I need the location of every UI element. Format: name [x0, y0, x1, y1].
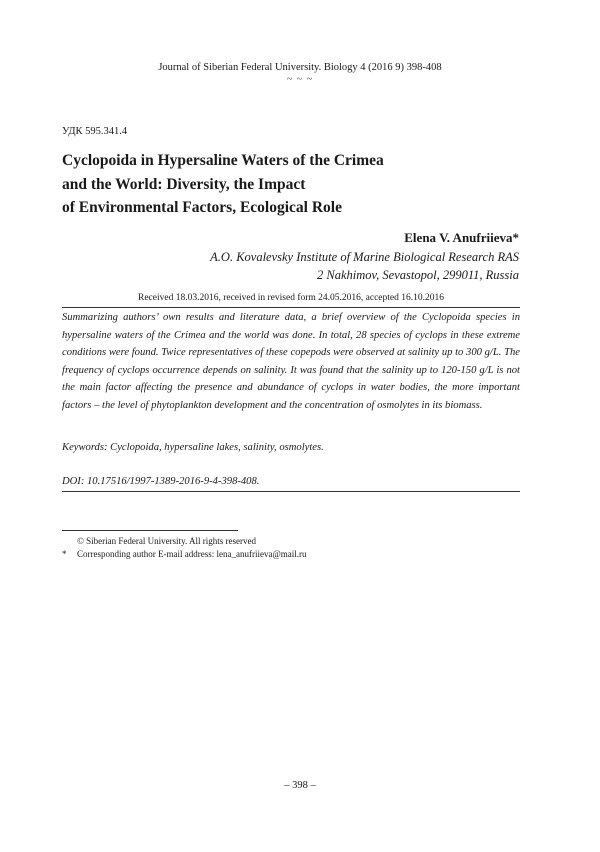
header-ornament: ~ ~ ~ [286, 74, 314, 85]
received-dates: Received 18.03.2016, received in revised form 24.05.2016, accepted 16.10.2016 [137, 293, 445, 303]
article-title [62, 149, 542, 220]
affiliation-address: 2 Nakhimov, Sevastopol, 299011, Russia [317, 268, 519, 282]
author-affiliation [210, 248, 519, 284]
footnote-copyright: © Siberian Federal University. All rights reserved [77, 536, 256, 546]
udc-code: УДК 595.341.4 [62, 126, 128, 137]
abstract-top-rule [62, 307, 520, 308]
footnote-corresponding-text: Corresponding author E-mail address: lena_anufriieva@mail.ru [77, 549, 307, 559]
title-line-2: and the World: Diversity, the Impact [62, 175, 306, 193]
affiliation-institute: A.O. Kovalevsky Institute of Marine Biological Research RAS [210, 250, 519, 264]
abstract-text: Summarizing authors’ own results and literature data, a brief overview of the Cyclopoida species in hypersaline waters of the Crimea and the world was done. In total, 28 species of cyclops in these extreme conditions were found. Twice representatives of these copepods were observed at salinity up to 300 g/L. The frequency of cyclops occurrence depends on salinity. It was found that the salinity up to 120-150 g/L is not the main factor affecting the presence and abundance of cyclops in water bodies, the more important factors – the level of phytoplankton development and the concentration of osmolytes in its biomass. [62, 312, 520, 411]
footnote-corresponding [62, 549, 306, 559]
keywords: Keywords: Cyclopoida, hypersaline lakes, salinity, osmolytes. [62, 442, 324, 453]
title-line-3: of Environmental Factors, Ecological Role [62, 199, 342, 216]
journal-header: Journal of Siberian Federal University. Biology 4 (2016 9) 398-408 [158, 62, 442, 73]
title-line-1: Cyclopoida in Hypersaline Waters of the Crimea [62, 152, 384, 169]
footnote-rule [62, 530, 238, 531]
page-number: – 398 – [284, 780, 316, 791]
footnote-marker: * [62, 549, 67, 559]
author-name: Elena V. Anufriieva* [404, 230, 519, 245]
abstract-bottom-rule [62, 491, 520, 492]
doi: DOI: 10.17516/1997-1389-2016-9-4-398-408. [62, 476, 260, 487]
